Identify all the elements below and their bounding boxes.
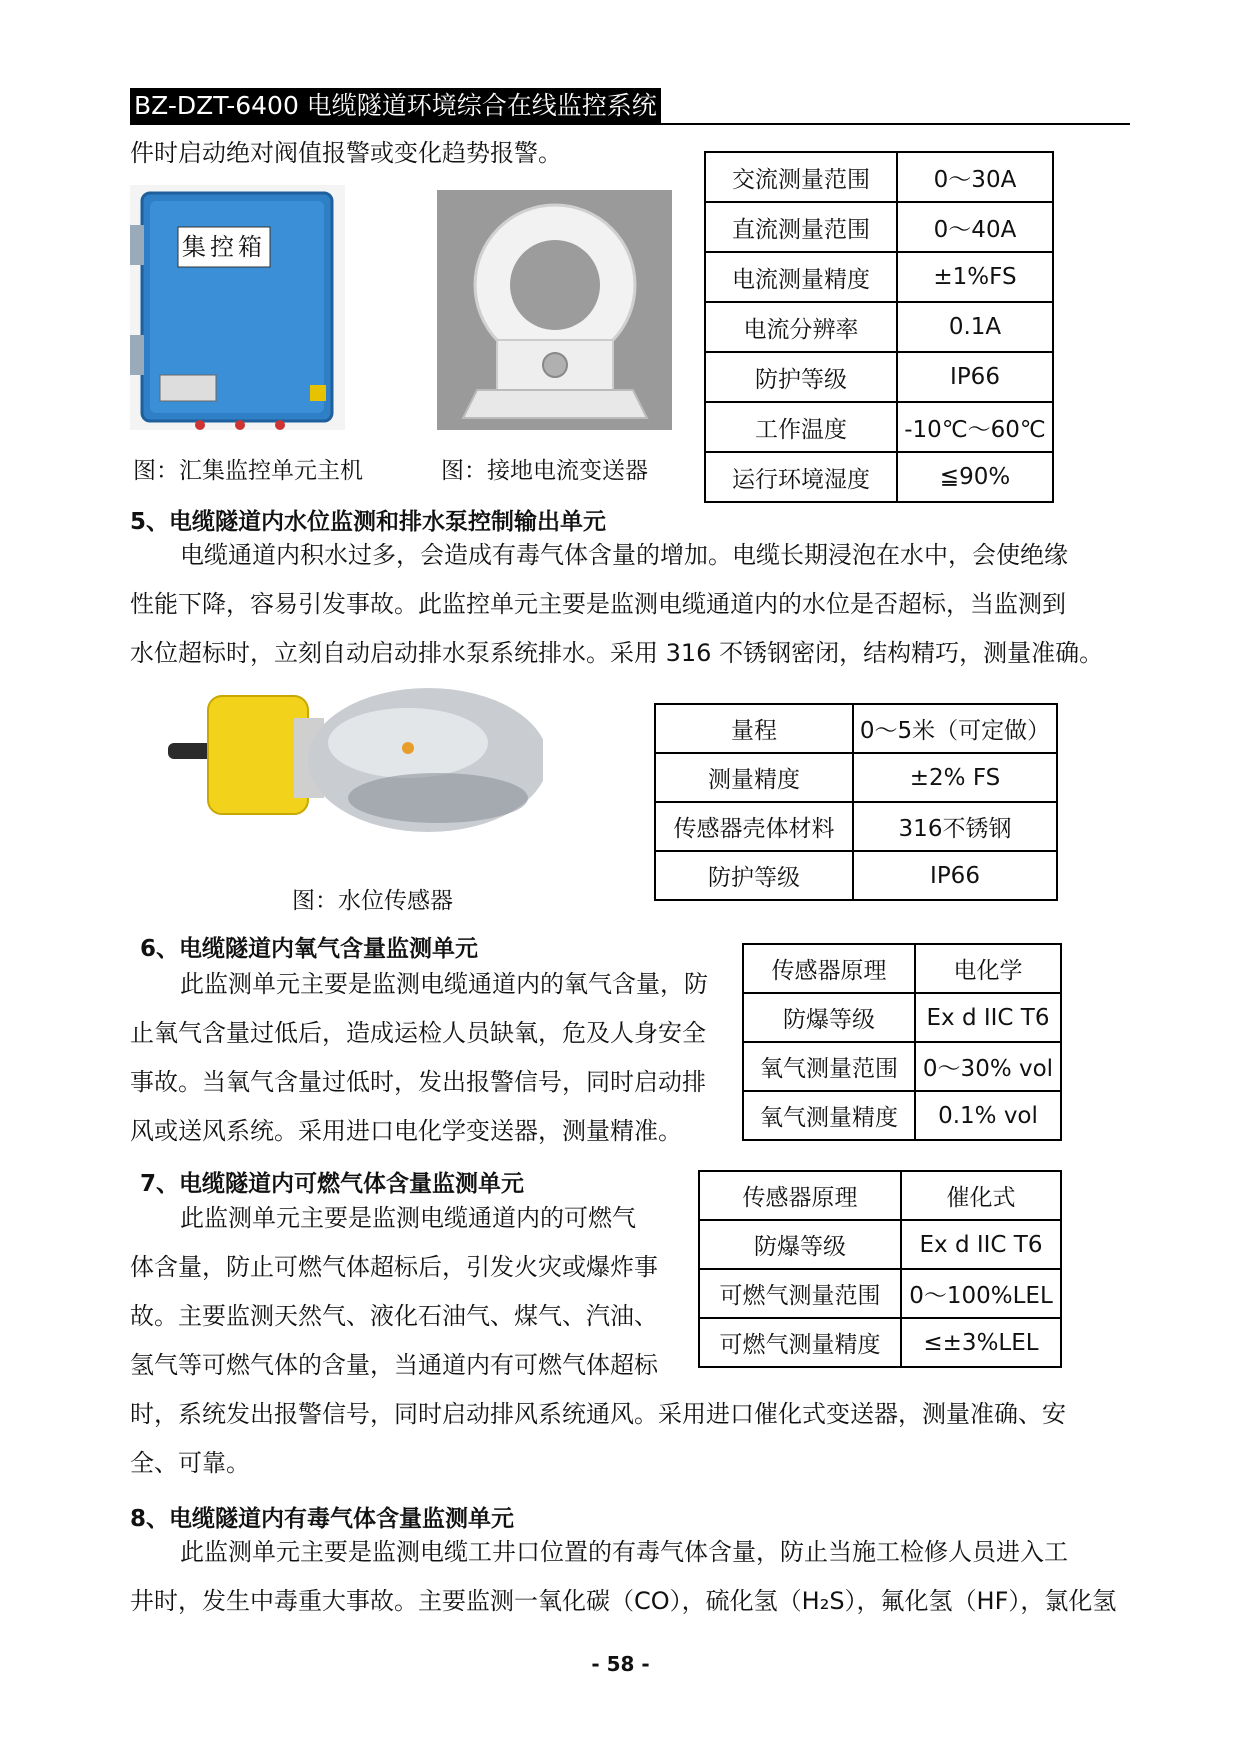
spec-value: 0～100%LEL [901, 1269, 1061, 1318]
current-transmitter-photo [437, 190, 672, 434]
spec-value: ±1%FS [897, 252, 1053, 302]
section-5-line-3: 水位超标时，立刻自动启动排水泵系统排水。采用 316 不锈钢密闭，结构精巧，测量准确。 [130, 639, 1104, 667]
spec-value: -10℃～60℃ [897, 402, 1053, 452]
spec-value: Ex d IIC T6 [901, 1220, 1061, 1269]
spec-value: 0～40A [897, 202, 1053, 252]
table-row [699, 1171, 1061, 1220]
spec-label: 氧气测量精度 [743, 1091, 915, 1140]
section-6-heading: 6、电缆隧道内氧气含量监测单元 [140, 936, 479, 962]
spec-value: IP66 [853, 851, 1057, 900]
spec-value: 0～30% vol [915, 1042, 1061, 1091]
section-7-line-4: 氢气等可燃气体的含量，当通道内有可燃气体超标 [130, 1351, 658, 1379]
spec-label: 可燃气测量精度 [699, 1318, 901, 1367]
section-8-line-2: 井时，发生中毒重大事故。主要监测一氧化碳（CO），硫化氢（H₂S），氟化氢（HF），氯化氢 [130, 1587, 1117, 1615]
unit-box-label: 集控箱 [182, 233, 266, 261]
spec-label: 传感器原理 [743, 944, 915, 993]
spec-value: 316不锈钢 [853, 802, 1057, 851]
section-7-heading: 7、电缆隧道内可燃气体含量监测单元 [140, 1171, 525, 1197]
spec-label: 电流分辨率 [705, 302, 897, 352]
spec-label: 可燃气测量范围 [699, 1269, 901, 1318]
table-row [705, 302, 1053, 352]
table-row [655, 704, 1057, 753]
section-8-line-1: 此监测单元主要是监测电缆工井口位置的有毒气体含量，防止当施工检修人员进入工 [180, 1538, 1068, 1566]
table-row [705, 152, 1053, 202]
spec-value: ≦90% [897, 452, 1053, 502]
section-5-heading: 5、电缆隧道内水位监测和排水泵控制输出单元 [130, 509, 607, 535]
table-row [743, 944, 1061, 993]
water-level-sensor-photo [168, 688, 543, 852]
spec-label: 防护等级 [655, 851, 853, 900]
section-7-line-2: 体含量，防止可燃气体超标后，引发火灾或爆炸事 [130, 1253, 658, 1281]
spec-value: 电化学 [915, 944, 1061, 993]
spec-value: IP66 [897, 352, 1053, 402]
monitoring-unit-photo [130, 185, 345, 430]
spec-value: Ex d IIC T6 [915, 993, 1061, 1042]
spec-value: 催化式 [901, 1171, 1061, 1220]
spec-label: 传感器壳体材料 [655, 802, 853, 851]
spec-label: 电流测量精度 [705, 252, 897, 302]
table-row [699, 1220, 1061, 1269]
section-7-line-3: 故。主要监测天然气、液化石油气、煤气、汽油、 [130, 1302, 658, 1330]
spec-label: 防爆等级 [743, 993, 915, 1042]
table-row [655, 851, 1057, 900]
page-number: - 58 - [591, 1652, 650, 1676]
table-row [705, 252, 1053, 302]
spec-label: 量程 [655, 704, 853, 753]
section-6-line-2: 止氧气含量过低后，造成运检人员缺氧，危及人身安全 [130, 1019, 706, 1047]
section-6-line-1: 此监测单元主要是监测电缆通道内的氧气含量，防 [180, 970, 708, 998]
table-row [699, 1269, 1061, 1318]
spec-label: 交流测量范围 [705, 152, 897, 202]
spec-value: ≤±3%LEL [901, 1318, 1061, 1367]
table-row [655, 753, 1057, 802]
spec-value: 0.1A [897, 302, 1053, 352]
spec-label: 防爆等级 [699, 1220, 901, 1269]
section-6-line-4: 风或送风系统。采用进口电化学变送器，测量精准。 [130, 1117, 682, 1145]
spec-label: 运行环境湿度 [705, 452, 897, 502]
spec-value: 0～5米（可定做） [853, 704, 1057, 753]
spec-label: 防护等级 [705, 352, 897, 402]
spec-value: 0.1% vol [915, 1091, 1061, 1140]
table-row [743, 1042, 1061, 1091]
spec-label: 测量精度 [655, 753, 853, 802]
section-7-line-1: 此监测单元主要是监测电缆通道内的可燃气 [180, 1204, 636, 1232]
table-water-specs [654, 703, 1058, 901]
table-row [743, 993, 1061, 1042]
table-row [705, 202, 1053, 252]
caption-water-level-sensor: 图：水位传感器 [292, 888, 453, 914]
header-divider [130, 123, 1130, 125]
table-row [655, 802, 1057, 851]
table-row [699, 1318, 1061, 1367]
spec-label: 工作温度 [705, 402, 897, 452]
spec-label: 传感器原理 [699, 1171, 901, 1220]
section-7-line-5: 时，系统发出报警信号，同时启动排风系统通风。采用进口催化式变送器，测量准确、安 [130, 1400, 1066, 1428]
table-gas-specs [698, 1170, 1062, 1368]
section-5-line-2: 性能下降，容易引发事故。此监控单元主要是监测电缆通道内的水位是否超标，当监测到 [130, 590, 1066, 618]
table-row [743, 1091, 1061, 1140]
section-5-line-1: 电缆通道内积水过多，会造成有毒气体含量的增加。电缆长期浸泡在水中，会使绝缘 [180, 541, 1068, 569]
table-row [705, 402, 1053, 452]
spec-label: 直流测量范围 [705, 202, 897, 252]
intro-line: 件时启动绝对阀值报警或变化趋势报警。 [130, 139, 562, 167]
spec-value: 0～30A [897, 152, 1053, 202]
section-8-heading: 8、电缆隧道内有毒气体含量监测单元 [130, 1506, 515, 1532]
caption-current-transmitter: 图：接地电流变送器 [441, 458, 648, 484]
table-current-specs [704, 151, 1054, 503]
table-row [705, 352, 1053, 402]
spec-value: ±2% FS [853, 753, 1057, 802]
spec-label: 氧气测量范围 [743, 1042, 915, 1091]
section-7-line-6: 全、可靠。 [130, 1449, 250, 1477]
document-header-title: BZ-DZT-6400 电缆隧道环境综合在线监控系统 [130, 88, 661, 124]
table-row [705, 452, 1053, 502]
table-oxygen-specs [742, 943, 1062, 1141]
caption-monitoring-unit: 图：汇集监控单元主机 [133, 458, 363, 484]
section-6-line-3: 事故。当氧气含量过低时，发出报警信号，同时启动排 [130, 1068, 706, 1096]
